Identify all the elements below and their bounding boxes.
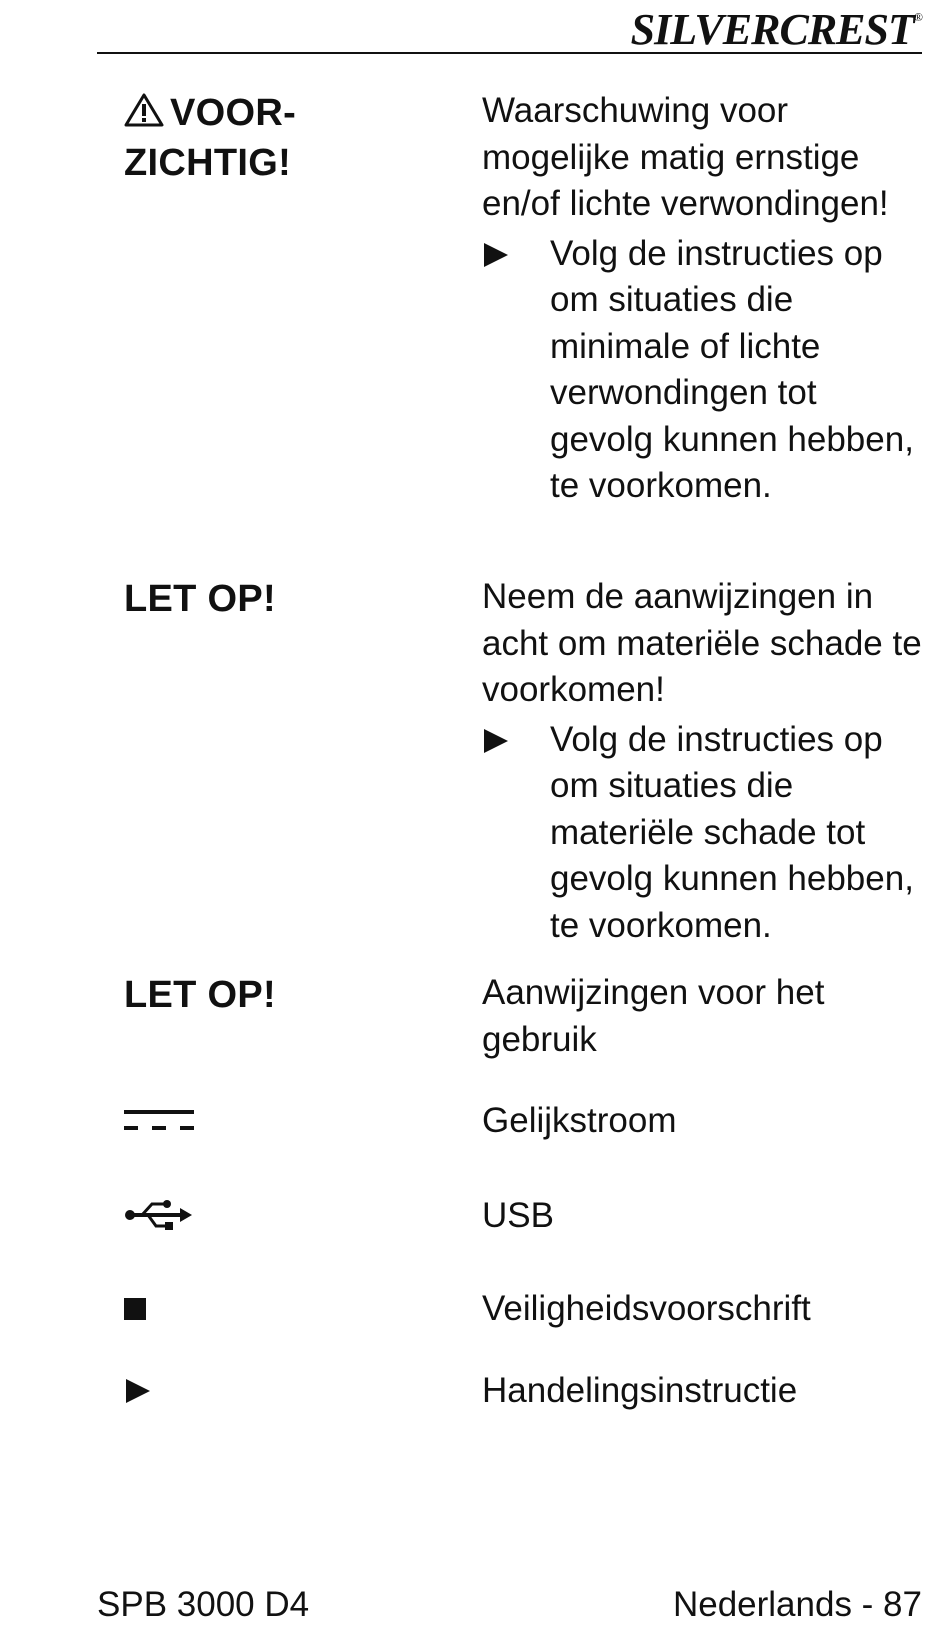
page-number: Nederlands - 87 [672,1585,922,1624]
let-op-usage-description: Aanwijzingen voor het gebruik [482,973,825,1059]
let-op-bullet [482,717,922,950]
header-rule [97,52,922,54]
voorzichtig-description: Waarschuwing voor mogelijke matig ernstige en/of lichte verwondingen! [482,91,889,223]
safety-label: Veiligheidsvoorschrift [482,1289,811,1328]
bullet-text: Volg de instructies op om situaties die materiële schade tot gevolg kunnen hebben, te voorkomen. [550,719,914,945]
usb-icon [124,1199,194,1231]
action-label: Handelingsinstructie [482,1371,798,1410]
voorzichtig-heading [124,88,454,188]
bullet-text: Volg de instructies op om situaties die minimale of lichte verwondingen tot gevolg kunnen hebben, te voorkomen. [550,233,914,505]
direct-current-icon [124,1106,194,1136]
play-triangle-icon [482,727,510,755]
black-square-icon [124,1298,146,1320]
voorzichtig-bullet [482,231,922,510]
heading-line-1: VOOR- [170,92,297,134]
play-triangle-icon [124,1377,152,1405]
usb-label: USB [482,1196,554,1235]
warning-triangle-icon [124,93,164,127]
direct-current-label: Gelijkstroom [482,1101,677,1140]
heading-line-2: ZICHTIG! [124,142,292,184]
model-number: SPB 3000 D4 [97,1585,310,1624]
brand-logo: SILVERCREST® [630,5,922,54]
let-op-heading: LET OP! [124,578,276,620]
let-op-heading: LET OP! [124,974,276,1016]
play-triangle-icon [482,241,510,269]
let-op-description: Neem de aanwijzingen in acht om materiële schade te voorkomen! [482,577,922,709]
